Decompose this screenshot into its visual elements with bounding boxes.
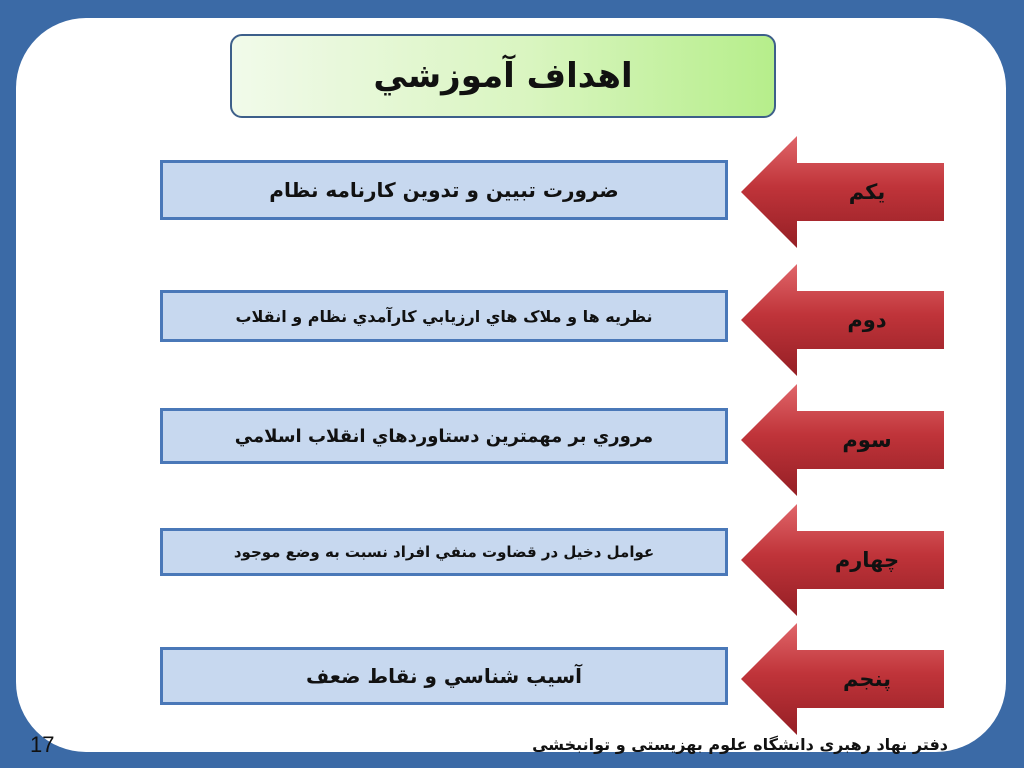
ordinal-label-1: يكم [848, 180, 886, 204]
objective-text-5: آسيب شناسي و نقاط ضعف [305, 664, 582, 688]
objective-text-4: عوامل دخيل در قضاوت منفي افراد نسبت به وضع موجود [233, 543, 655, 561]
objective-box-4 [160, 528, 728, 576]
ordinal-label-2: دوم [847, 308, 887, 332]
page-number: 17 [30, 732, 55, 757]
objective-box-3 [160, 408, 728, 464]
objective-text-1: ضرورت تبيين و تدوين كارنامه نظام [269, 178, 619, 202]
title-box [230, 34, 776, 118]
objective-box-2 [160, 290, 728, 342]
ordinal-label-4: چهارم [834, 548, 900, 572]
ordinal-label-5: پنجم [842, 667, 892, 691]
footer-organization: دفتر نهاد رهبری دانشگاه علوم بهزیستی و توانبخشی [532, 735, 948, 754]
objective-text-2: نظريه ها و ملاک هاي ارزيابي كارآمدي نظام و انقلاب [235, 306, 653, 326]
objective-box-1 [160, 160, 728, 220]
objective-text-3: مروري بر مهمترين دستاوردهاي انقلاب اسلامي [234, 425, 654, 447]
slide-title: اهداف آموزشي [373, 56, 633, 96]
ordinal-label-3: سوم [842, 428, 892, 452]
objective-box-5 [160, 647, 728, 705]
